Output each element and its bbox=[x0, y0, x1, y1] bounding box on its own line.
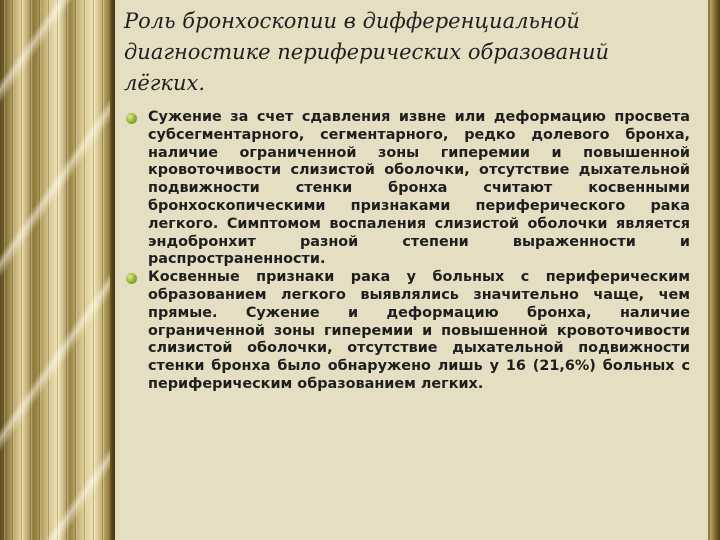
decorative-border-right-edge bbox=[708, 0, 710, 540]
bullet-item bbox=[126, 269, 690, 394]
bullet-dot-icon bbox=[126, 113, 137, 124]
bullet-dot-icon bbox=[126, 273, 137, 284]
slide-title: Роль бронхоскопии в дифференциальной диагностике периферических образований лёгких. bbox=[124, 9, 610, 95]
bullet-list bbox=[126, 109, 690, 394]
decorative-border-edge bbox=[110, 0, 115, 540]
decorative-border-right bbox=[710, 0, 720, 540]
bullet-text: Косвенные признаки рака у больных с периферическим образованием легкого выявлялись значительно чаще, чем прямые. Сужение и деформацию бронха, наличие ограниченной зоны гиперемии и повышенной кровоточивости слизистой оболочки, отсутствие дыхательной подвижности стенки бронха было обнаружено лишь у 16 (21,6%) больных с периферическим образованием легких. bbox=[148, 269, 690, 392]
bullet-item bbox=[126, 109, 690, 269]
decorative-border-shine bbox=[0, 0, 112, 540]
bullet-text: Сужение за счет сдавления извне или деформацию просвета субсегментарного, сегментарного, редко долевого бронха, наличие ограниченной зоны гиперемии и повышенной кровоточивости слизистой оболочки, отсутствие дыхательной подвижности стенки бронха считают косвенными бронхоскопическими признаками периферического рака легкого. Симптомом воспаления слизистой оболочки является эндобронхит разной степени выраженности и распространенности. bbox=[148, 109, 690, 268]
